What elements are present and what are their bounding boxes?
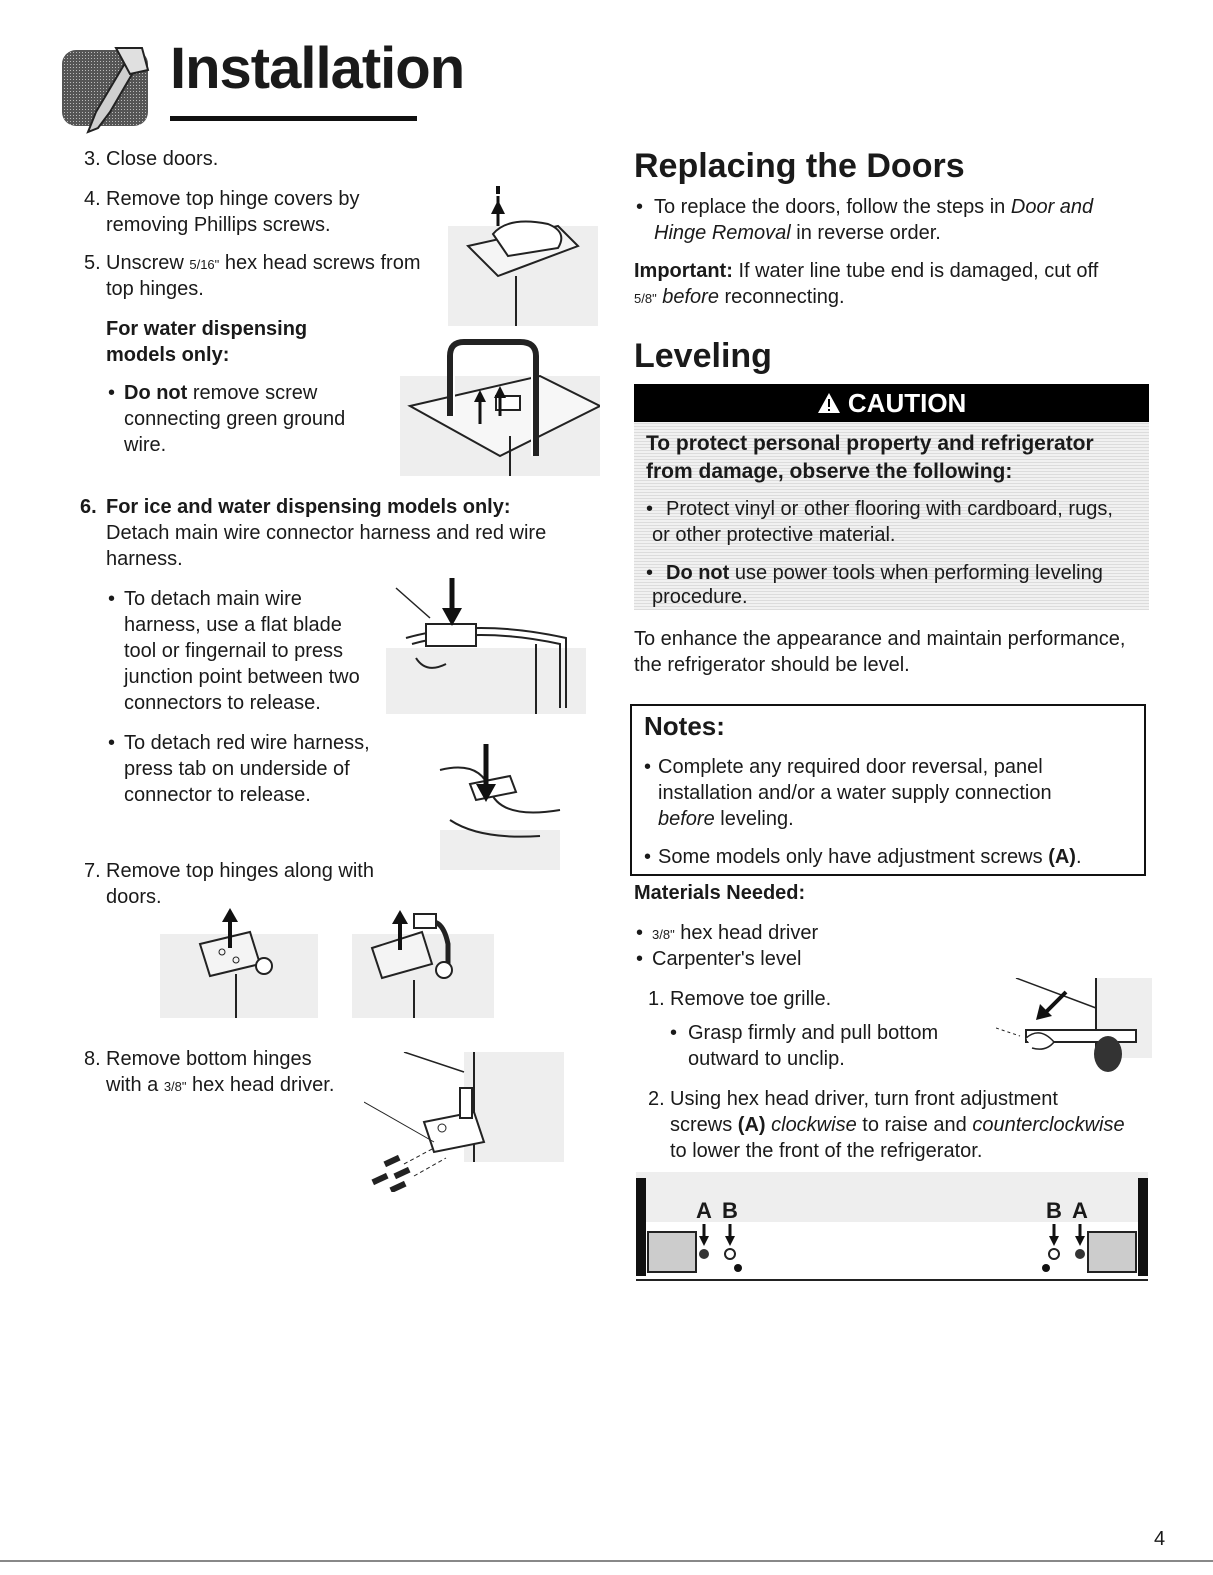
note-text: Complete any required door reversal, panel [658, 756, 1043, 778]
step-text: Remove toe grille. [670, 988, 832, 1010]
material-item: Carpenter's level [652, 948, 802, 970]
bullet-text: connecting green ground [124, 408, 346, 430]
bullet-dot: • [646, 498, 654, 520]
note-text: installation and/or a water supply connection [658, 782, 1052, 804]
page-title: Installation [170, 36, 465, 101]
bullet-text: tool or fingernail to press [124, 640, 344, 662]
step-text: removing Phillips screws. [106, 214, 331, 236]
step-text: top hinges. [106, 278, 204, 300]
step-text: Detach main wire connector harness and red wire [106, 522, 547, 544]
step-text: Close doors. [106, 148, 219, 170]
step-text: Remove bottom hinges [106, 1048, 312, 1070]
bullet-text: outward to unclip. [688, 1048, 845, 1070]
subheading: For water dispensing [106, 318, 308, 340]
step-text: to lower the front of the refrigerator. [670, 1140, 983, 1162]
step-number: 3. [84, 148, 101, 170]
caution-bullet: Do not use power tools when performing leveling [666, 562, 1103, 584]
bullet-text: harness, use a flat blade [124, 614, 342, 636]
materials-title: Materials Needed: [634, 882, 806, 904]
bullet-text: Do not remove screw [124, 382, 318, 404]
bullet-text: To detach main wire [124, 588, 302, 610]
caution-heading: CAUTION [634, 388, 1149, 418]
bullet-text: wire. [124, 434, 167, 456]
step-text: screws (A) clockwise to raise and counterclockwise [670, 1114, 1125, 1136]
intro-text: the refrigerator should be level. [634, 654, 910, 676]
bullet-text: connectors to release. [124, 692, 321, 714]
step-text: Unscrew 5/16" hex head screws from [106, 252, 421, 274]
title-underline [170, 116, 417, 121]
bullet-dot: • [670, 1022, 678, 1044]
caution-bullet: procedure. [652, 586, 748, 608]
bullet-dot: • [636, 196, 644, 218]
leveling-screws-figure [636, 1172, 1148, 1282]
bullet-dot: • [108, 382, 116, 404]
step-text: Using hex head driver, turn front adjustment [670, 1088, 1058, 1110]
step-text: Remove top hinge covers by [106, 188, 360, 210]
notes-title: Notes: [644, 711, 725, 741]
step-heading: For ice and water dispensing models only: [106, 496, 511, 518]
screw-label-b: B [722, 1198, 738, 1223]
material-item: 3/8" hex head driver [652, 922, 819, 944]
top-hinge-left-figure [160, 904, 318, 1018]
bullet-dot: • [108, 588, 116, 610]
subheading: models only: [106, 344, 230, 366]
note-text: before leveling. [658, 808, 794, 830]
important-note: Important: If water line tube end is damaged, cut off [634, 260, 1099, 282]
bullet-dot: • [636, 948, 644, 970]
step-number: 4. [84, 188, 101, 210]
toe-grille-figure [996, 978, 1152, 1078]
section-title: Leveling [634, 337, 772, 375]
step-text: doors. [106, 886, 162, 908]
note-text: Some models only have adjustment screws (A). [658, 846, 1082, 868]
hinge-cover-figure [438, 186, 598, 326]
caution-bullet: Protect vinyl or other flooring with cardboard, rugs, [666, 498, 1113, 520]
caution-bar [634, 384, 1149, 422]
intro-text: To enhance the appearance and maintain performance, [634, 628, 1126, 650]
page-number: 4 [1154, 1528, 1166, 1550]
step-text: Remove top hinges along with [106, 860, 374, 882]
step-number: 6. [80, 496, 97, 518]
step-number: 7. [84, 860, 101, 882]
bullet-text: junction point between two [124, 666, 360, 688]
wrench-icon [58, 40, 150, 136]
step-number: 1. [648, 988, 665, 1010]
bullet-text: To detach red wire harness, [124, 732, 370, 754]
bullet-text: Hinge Removal in reverse order. [654, 222, 941, 244]
bullet-dot: • [644, 846, 652, 868]
bullet-dot: • [108, 732, 116, 754]
red-wire-figure [420, 740, 570, 870]
bullet-dot: • [646, 562, 654, 584]
bottom-hinge-figure [364, 1052, 564, 1192]
bullet-text: Grasp firmly and pull bottom [688, 1022, 939, 1044]
caution-text: from damage, observe the following: [646, 460, 1013, 483]
important-note: 5/8" before reconnecting. [634, 286, 845, 308]
screw-label-a: A [1072, 1198, 1088, 1223]
top-hinge-right-figure [352, 904, 494, 1018]
step-number: 5. [84, 252, 101, 274]
section-title: Replacing the Doors [634, 147, 965, 185]
step-text: with a 3/8" hex head driver. [106, 1074, 335, 1096]
caution-bullet: or other protective material. [652, 524, 896, 546]
page-edge [0, 1560, 1213, 1562]
bullet-dot: • [636, 922, 644, 944]
ground-wire-figure [400, 336, 600, 476]
wire-harness-figure [386, 578, 586, 714]
bullet-text: connector to release. [124, 784, 311, 806]
step-text: harness. [106, 548, 183, 570]
step-number: 8. [84, 1048, 101, 1070]
caution-text: To protect personal property and refrigerator [646, 432, 1094, 455]
screw-label-a: A [696, 1198, 712, 1223]
bullet-text: press tab on underside of [124, 758, 350, 780]
bullet-text: To replace the doors, follow the steps in Door and [654, 196, 1094, 218]
bullet-dot: • [644, 756, 652, 778]
step-number: 2. [648, 1088, 665, 1110]
warning-triangle-icon [817, 392, 841, 414]
screw-label-b: B [1046, 1198, 1062, 1223]
